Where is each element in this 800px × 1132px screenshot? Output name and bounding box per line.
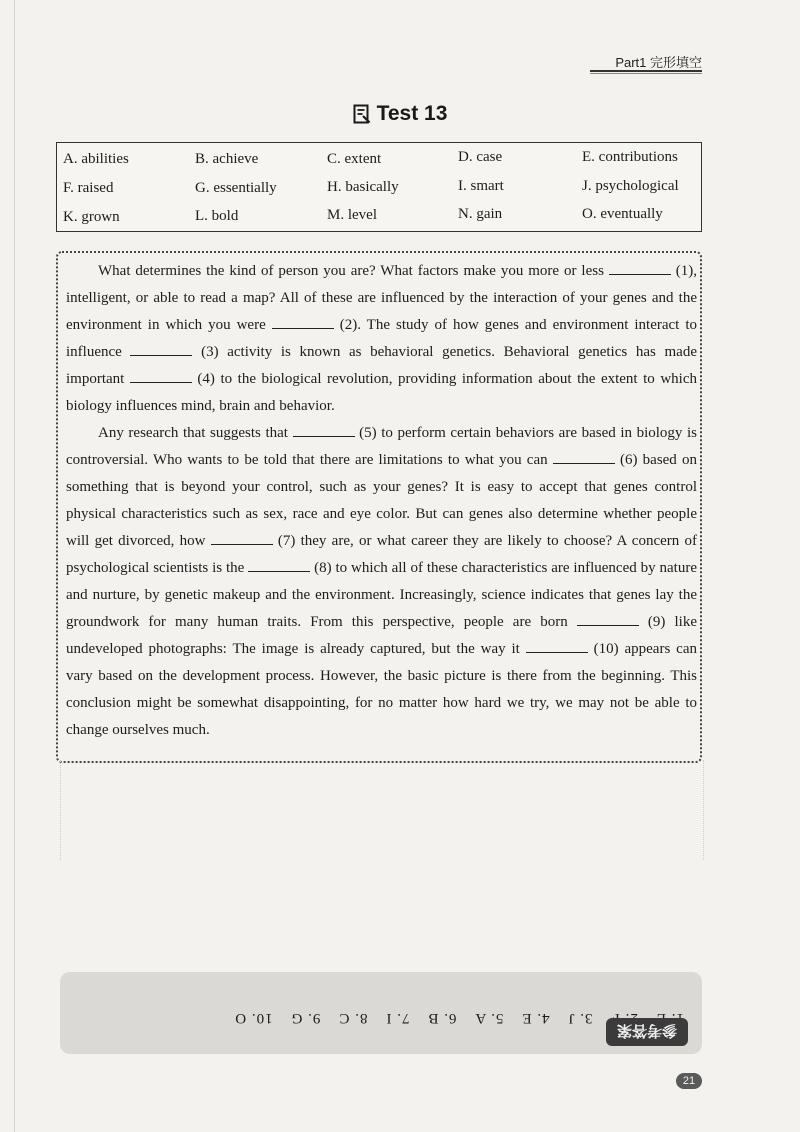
passage-text: (3) activity is known as behavioral genetics. Behavioral genetics has made important xyxy=(66,344,697,387)
test-title-text: Test 13 xyxy=(376,102,448,125)
document-icon xyxy=(353,104,371,124)
answer-key-badge: 参考答案 xyxy=(606,1018,688,1046)
option-m: M. level xyxy=(327,207,377,223)
option-k: K. grown xyxy=(63,209,120,225)
passage-text: (8) to which all of these characteristics are influenced by nature and nurture, by genetic makeup and the environment. Increasingly, science indicates that genes lay the groundwork for many human traits. From this perspective, people are born xyxy=(66,560,697,630)
answer-item: 5. A xyxy=(474,1010,504,1026)
blank-2[interactable] xyxy=(272,314,334,329)
passage-text: (7) they are, or what career they are likely to choose? A concern of psychological scientists is the xyxy=(66,533,697,576)
blank-3[interactable] xyxy=(130,341,192,356)
paragraph-1 xyxy=(66,258,697,420)
header-rule xyxy=(590,70,702,72)
option-e: E. contributions xyxy=(582,149,678,165)
option-o: O. eventually xyxy=(582,206,663,222)
answer-list xyxy=(84,1009,684,1026)
title-wrap xyxy=(0,102,800,129)
section-header: Part1 完形填空 xyxy=(615,55,702,70)
passage-text: (5) to perform certain behaviors are based in biology is controversial. Who wants to be told that there are limitations to what you can xyxy=(66,425,697,468)
answer-item: 8. C xyxy=(338,1010,368,1026)
answer-key-rotated xyxy=(60,972,702,1054)
option-i: I. smart xyxy=(458,178,504,194)
page-edge xyxy=(14,0,15,1132)
blank-9[interactable] xyxy=(577,611,639,626)
option-g: G. essentially xyxy=(195,180,277,196)
passage-text: What determines the kind of person you are? What factors make you more or less xyxy=(98,263,609,279)
word-bank xyxy=(56,142,702,232)
option-c: C. extent xyxy=(327,151,382,167)
blank-6[interactable] xyxy=(553,449,615,464)
bleed-through-area xyxy=(60,760,704,860)
option-n: N. gain xyxy=(458,206,503,222)
passage-text: Any research that suggests that xyxy=(98,425,293,441)
paragraph-2 xyxy=(66,420,697,744)
header-rule-thin xyxy=(590,73,702,74)
blank-7[interactable] xyxy=(211,530,273,545)
option-a: A. abilities xyxy=(63,151,129,167)
answer-item: 3. J xyxy=(567,1010,593,1026)
passage-text: (4) to the biological revolution, providing information about the extent to which biology influences mind, brain and behavior. xyxy=(66,371,697,414)
option-f: F. raised xyxy=(63,180,114,196)
blank-1[interactable] xyxy=(609,260,671,275)
passage-text: (9) like undeveloped photographs: The image is already captured, but the way it xyxy=(66,614,697,657)
blank-8[interactable] xyxy=(248,557,310,572)
option-j: J. psychological xyxy=(582,178,679,194)
option-h: H. basically xyxy=(327,179,399,195)
blank-10[interactable] xyxy=(526,638,588,653)
blank-5[interactable] xyxy=(293,422,355,437)
passage-text: (10) appears can vary based on the development process. However, the basic picture is there from the beginning. This conclusion might be somewhat disappointing, for no matter how hard we try, we may not be able to change ourselves much. xyxy=(66,641,697,738)
answer-key-strip xyxy=(60,972,702,1054)
answer-item: 9. G xyxy=(290,1010,321,1026)
answer-item: 4. E xyxy=(521,1010,550,1026)
passage-text: (6) based on something that is beyond your control, such as your genes? It is easy to accept that genes control physical characteristics such as sex, race and eye color. But can genes also determine whether people will get divorced, how xyxy=(66,452,697,549)
answer-item: 10. O xyxy=(234,1010,273,1026)
passage-text: (1), intelligent, or able to read a map? All of these are influenced by the interaction of your genes and the environment in which you were xyxy=(66,263,697,333)
passage xyxy=(66,258,697,744)
option-b: B. achieve xyxy=(195,151,259,167)
passage-text: (2). The study of how genes and environment interact to influence xyxy=(66,317,698,360)
option-l: L. bold xyxy=(195,208,239,224)
test-title xyxy=(353,102,448,126)
page-number: 21 xyxy=(676,1073,702,1089)
answer-item: 6. B xyxy=(427,1010,457,1026)
blank-4[interactable] xyxy=(130,368,192,383)
answer-item: 7. I xyxy=(385,1010,410,1026)
option-d: D. case xyxy=(458,149,503,165)
